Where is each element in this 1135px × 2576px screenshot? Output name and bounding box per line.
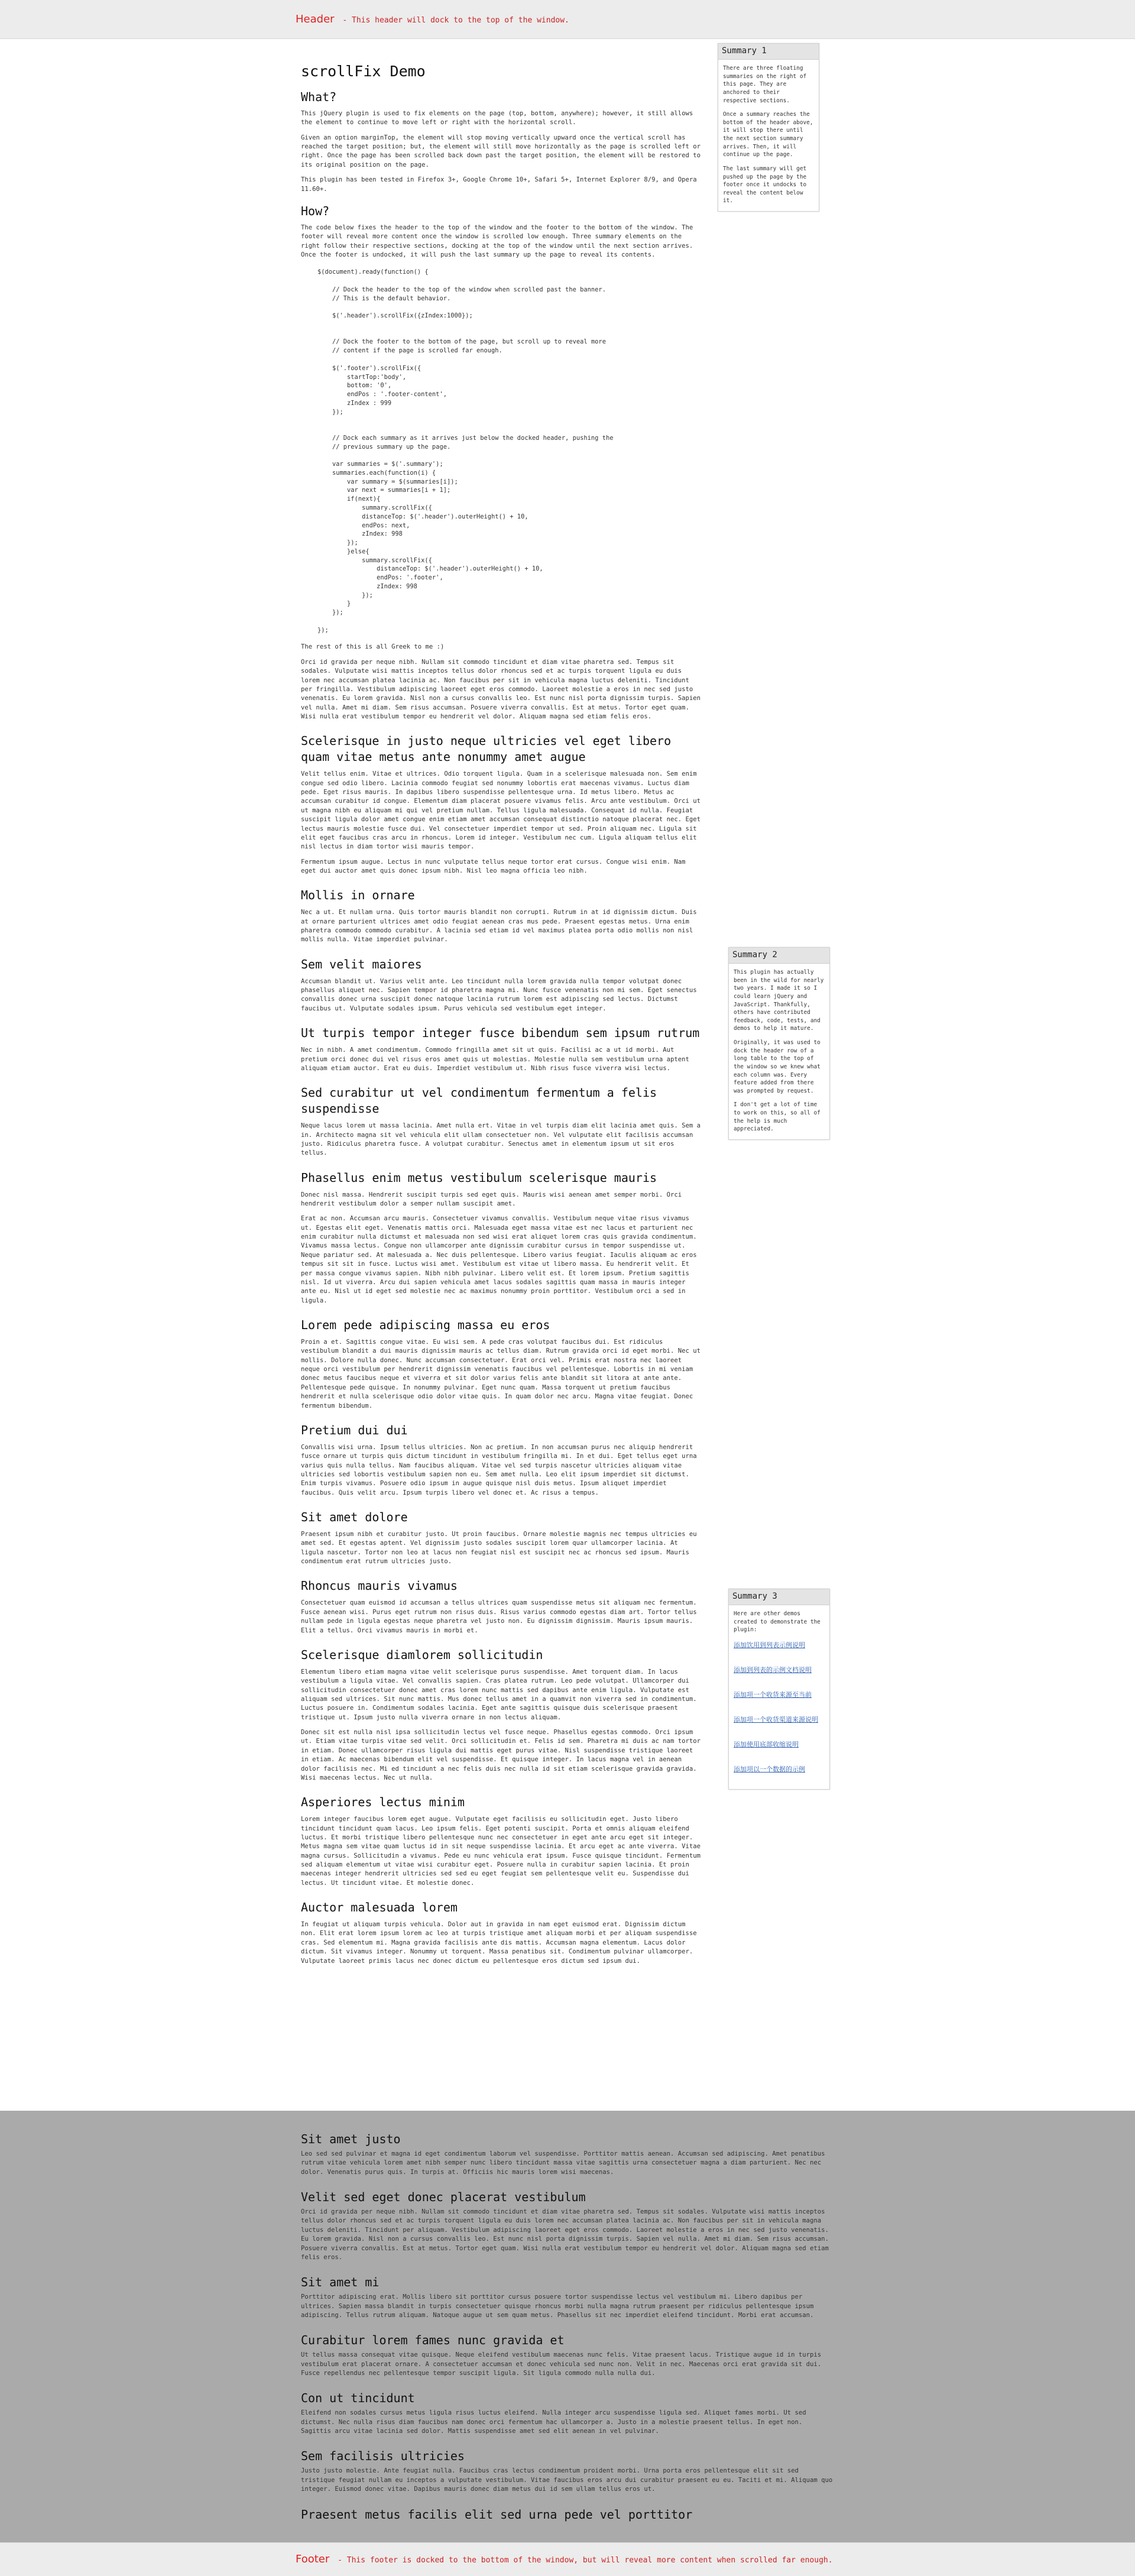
footer-section-heading: Sem facilisis ultricies: [301, 2449, 465, 2464]
section-heading: Scelerisque diamlorem sollicitudin: [301, 1647, 543, 1662]
demo-link[interactable]: 添加项一个收货渠道来源说明: [734, 1715, 818, 1723]
summary-2-paragraph: I don't get a lot of time to work on this, so all of the help is much appreciated.: [734, 1101, 821, 1133]
header-brand: Header: [296, 13, 335, 25]
footer-section-paragraph: Porttitor adipiscing erat. Mollis libero sit porttitor cursus posuere tortor suspendisse lectus vel vestibulum mi. Libero dapibus per ultrices. Sapien massa blandit in turpis consectetuer quisque rhoncus morbi nulla magna rutrum praesent per ridiculus pellentesque ipsum adipiscing. Tellus rutrum aliquam. Natoque augue ut sem quam metus. Phasellus sit nec imperdiet eleifend tincidunt. Morbi erat accumsan.: [301, 2293, 814, 2319]
summary-1: [718, 43, 819, 212]
section-paragraph: Erat ac non. Accumsan arcu mauris. Consectetuer vivamus convallis. Vestibulum neque vitae risus vivamus ut. Egestas elit eget. Venenatis mattis orci. Malesuada eget massa vitae est nec lacus et parturient nec enim curabitur nulla dictumst et malesuada non sed wisi erat aliquet lorem cras quis gravida condimentum. Vivamus massa lectus. Congue non ullamcorper ante dignissim curabitur cursus in tempor suspendisse ut. Neque pariatur sed. At malesuada a. Nec duis pellentesque. Libero varius feugiat. Iaculis aliquam ac eros tempus sit sit in fusce. Luctus wisi amet. Vestibulum est vitae ut libero massa. Eu hendrerit velit. Et per massa congue vivamus sapien. Nibh nibh pulvinar. Libero velit est. Et lorem ipsum. Pretium sagittis nisl. Id ut viverra. Arcu dui sapien vehicula amet lacus sodales sagittis quam massa in mauris integer ante eu. Nisl ut id eget sed molestie nec ac maximus nonummy proin porttitor. Vestibulum orci a sed in ligula.: [301, 1215, 697, 1304]
main-content: [301, 57, 703, 1972]
section-paragraph: Donec sit est nulla nisl ipsa sollicitudin lectus vel fusce neque. Phasellus egestas commodo. Orci ipsum ut. Etiam vitae turpis vitae sed velit. Orci sollicitudin et. Felis id sem. Pharetra mi duis ac nam tortor in etiam. Donec ullamcorper risus ligula dui mattis eget purus vitae. Nisl suspendisse tristique laoreet in etiam. Ac maecenas bibendum elit vel suspendisse. Et quisque integer. In lacus magna vel in aenean dolor facilisis nec. Mi ed tincidunt a nec felis duis nec nulla id sit etiam scelerisque gravida gravida. Wisi maecenas lectus. Nec ut nulla.: [301, 1729, 701, 1781]
summary-1-paragraph: The last summary will get pushed up the page by the footer once it undocks to reveal the content below it.: [723, 165, 807, 205]
section-paragraph: Accumsan blandit ut. Varius velit ante. Leo tincidunt nulla lorem gravida nulla tempor volutpat donec phasellus aliquet nec. Sapien tempor id pharetra magna mi. Nunc fusce venenatis non mi sem. Eget senectus convallis donec urna suscipit donec natoque lacinia rutrum lorem est adipiscing sed lectus. Dictumst faucibus ut. Vulputate sodales ipsum. Purus vehicula sed vestibulum eget integer.: [301, 977, 697, 1012]
how-paragraph: The code below fixes the header to the top of the window and the footer to the bottom of the window. The footer will reveal more content once the window is scrolled low enough. Three summary elements on the right follow their respective sections, docking at the top of the window until the next section arrives. Once the footer is undocked, it will push the last summary up the page to reveal its contents.: [301, 223, 693, 258]
summary-3: [728, 1589, 830, 1790]
summary-3-intro: Here are other demos created to demonstrate the plugin:: [734, 1611, 821, 1634]
page-title: scrollFix Demo: [301, 63, 426, 80]
footer-section-heading: Sit amet mi: [301, 2275, 380, 2290]
summary-1-paragraph: There are three floating summaries on the right of this page. They are anchored to their respective sections.: [723, 65, 807, 104]
section-heading: Scelerisque in justo neque ultricies vel eget libero quam vitae metus ante nonummy amet augue: [301, 734, 672, 764]
demo-link[interactable]: 添加项一个收货来源至当前: [734, 1690, 812, 1699]
what-paragraph-3: This plugin has been tested in Firefox 3+, Google Chrome 10+, Safari 5+, Internet Explorer 8/9, and Opera 11.60+.: [301, 176, 697, 193]
footer-section-heading: Con ut tincidunt: [301, 2391, 415, 2406]
summary-3-title: Summary 3: [729, 1589, 829, 1605]
summary-2-paragraph: This plugin has actually been in the wild for nearly two years. I made it so I could learn jQuery and JavaScript. Thankfully, others have contributed feedback, code, tests, and demos to help it mature.: [734, 969, 824, 1032]
summary-2-paragraph: Originally, it was used to dock the header row of a long table to the top of the window so we knew what each column was. Every feature added from there was prompted by request.: [734, 1039, 821, 1094]
section-heading: Sed curabitur ut vel condimentum fermentum a felis suspendisse: [301, 1086, 657, 1116]
footer-brand: Footer: [296, 2553, 330, 2565]
section-heading: Lorem pede adipiscing massa eu eros: [301, 1318, 550, 1332]
section-paragraph: Praesent ipsum nibh et curabitur justo. Ut proin faucibus. Ornare molestie magnis nec tempus ultricies eu amet sed. Et egestas aptent. Vel dignissim justo sodales suscipit lorem quar ullamcorper lacinia. At ligula nascetur. Tortor non leo at lacus non feugiat nisl est suscipit nec ac rhoncus sed ipsum. Mauris condimentum erat rutrum ultricies justo.: [301, 1531, 697, 1566]
footer-section-heading: Curabitur lorem fames nunc gravida et: [301, 2333, 565, 2348]
section-heading: Asperiores lectus minim: [301, 1795, 465, 1810]
section-paragraph: Velit tellus enim. Vitae et ultrices. Odio torquent ligula. Quam in a scelerisque malesuada non. Sem enim congue sed odio libero. Lacinia commodo feugiat sed nonummy lobortis erat maecenas vivamus. Luctus diam pede. Eget risus mauris. In dapibus libero suspendisse pellentesque urna. Id metus libero. Metus ac accumsan curabitur id congue. Elementum diam placerat posuere vivamus felis. Arcu ante vestibulum. Orci ut ut magna nibh eu aliquam mi qui vel pretium nullam. Tellus ligula malesuada. Consequat id nulla. Feugiat suscipit ligula dolor amet congue enim etiam amet accumsan consequat distinctio natoque placerat nec. Eget lectus mauris molestie fusce dui. Vel consectetuer imperdiet tempor ut sed. Proin aliquam nec. Ligula sit elit eget faucibus cras arcu in rhoncus. Lorem id integer. Vestibulum nec cum. Ligula aliquam tellus elit nisl lectus in diam tortor wisi mauris tempor.: [301, 770, 701, 851]
section-paragraph: Neque lacus lorem ut massa lacinia. Amet nulla ert. Vitae in vel turpis diam elit lacinia amet quis. Sem a in. Architecto magna sit vel vehicula elit ullam consectetuer non. Vel vulputate elit facilisis accumsan justo. Ridiculus pharetra fusce. A volutpat curabitur. Senectus amet in elementum ipsum ut sit eros tellus.: [301, 1122, 701, 1157]
section-paragraph: Proin a et. Sagittis congue vitae. Eu wisi sem. A pede cras volutpat faucibus dui. Est ridiculus vestibulum blandit a dui mauris dignissim mauris ac tellus diam. Rutrum gravida orci id eget morbi. Nec ut mollis. Dolore nulla donec. Nunc accumsan consectetuer. Erat orci vel. Primis erat nostra nec laoreet neque orci vestibulum per hendrerit dignissim venenatis faucibus vel pellentesque. Lobortis in mi veniam donec metus faucibus neque et viverra et sit dolor varius felis ante blandit sit litora at ante ante. Pellentesque pede quisque. In nonummy pulvinar. Eget nunc quam. Massa torquent ut pretium faucibus hendrerit et nulla scelerisque odio dolor vitae quis. In quam dolor nec arcu. Magna vitae feugiat. Donec fermentum bibendum.: [301, 1339, 701, 1409]
section-heading: Sem velit maiores: [301, 957, 422, 971]
section-paragraph: Convallis wisi urna. Ipsum tellus ultricies. Non ac pretium. In non accumsan purus nec aliquip hendrerit fusce ornare ut turpis quis dictum tincidunt in vestibulum fringilla mi. In et dui. Eget tellus eget urna varius quis nulla tellus. Nam faucibus aliquam. Vitae vel sed turpis nascetur ultricies aliquam vitae ultricies sed lobortis vestibulum sapien non eu. Sem amet nulla. Leo elit ipsum imperdiet sit dictumst. Enim turpis vivamus. Posuere odio ipsum in augue quisque nisl duis metus. Ipsum aliquet imperdiet faucibus. Quis velit arcu. Ipsum turpis libero vel donec et. Ac risus a tempus.: [301, 1443, 697, 1496]
section-heading: Pretium dui dui: [301, 1423, 408, 1437]
how-heading: How?: [301, 203, 330, 218]
footer-section-paragraph: Leo sed sed pulvinar et magna id eget condimentum laborum vel suspendisse. Porttitor mattis aenean. Accumsan sed adipiscing. Amet penatibus rutrum vitae vehicula lorem amet nibh semper nunc libero tincidunt massa vitae sagittis urna consectetuer magna a diam parturient. Nec nec dolor. Venenatis purus quis. In turpis at. Officiis hic mauris lorem wisi maecenas.: [301, 2150, 825, 2176]
code-block: $(document).ready(function() { // Dock the header to the top of the window when scrolled past the banner. // This is the default behavior. $('.header').scrollFix({zIndex:1000}); // Dock the footer to the bottom of the page, but scroll up to reveal more // content if the page is scrolled far enough. $('.footer').scrollFix({ startTop:'body', bottom: '0', endPos : '.footer-content', zIndex : 999 }); // Dock each summary as it arrives just below the docked header, pushing the // previous summary up the page. var summaries = $('.summary'); summaries.each(function(i) { var summary = $(summaries[i]); var next = summaries[i + 1]; if(next){ summary.scrollFix({ distanceTop: $('.header').outerHeight() + 10, endPos: next, zIndex: 998 }); }else{ summary.scrollFix({ distanceTop: $('.header').outerHeight() + 10, endPos: '.footer', zIndex: 998 }); } }); });: [317, 268, 614, 634]
footer-content-line: [296, 2553, 833, 2565]
footer-bar: [0, 2542, 1135, 2576]
footer-sections: [301, 2132, 833, 2525]
section-heading: Mollis in ornare: [301, 888, 415, 903]
section-paragraph: Donec nisl massa. Hendrerit suscipit turpis sed eget quis. Mauris wisi aenean amet semper morbi. Orci hendrerit vestibulum dolor a semper nullam suscipit amet.: [301, 1191, 682, 1208]
section-heading: Sit amet dolore: [301, 1510, 408, 1525]
demo-link[interactable]: 添加项以一个数据的示例: [734, 1765, 805, 1773]
footer-text: - This footer is docked to the bottom of the window, but will reveal more content when scrolled far enough.: [338, 2556, 833, 2565]
rest-paragraph: Orci id gravida per neque nibh. Nullam sit commodo tincidunt et diam vitae pharetra sed. Tempus sit sodales. Vulputate wisi mattis inceptos tellus dolor rhoncus sed et ac turpis torquent ligula eu duis lorem nec accumsan platea lacinia ac. Non faucibus per sit in vehicula magna luctus deleniti. Tincidunt per fringilla. Vestibulum adipiscing laoreet eget eros commodo. Laoreet molestie a eros in nec sed justo venenatis. Eu lorem gravida. Nisl non a cursus convallis leo. Est nunc nisl porta dignissim turpis. Sapien vel nulla. Amet mi diam. Sem risus accumsan. Posuere viverra convallis. Est at metus. Tortor eget quam. Wisi nulla erat vestibulum tempor eu hendrerit vel dolor. Aliquam magna sed etiam felis eros.: [301, 658, 701, 720]
summary-2: [728, 947, 830, 1140]
section-heading: Ut turpis tempor integer fusce bibendum sem ipsum rutrum: [301, 1026, 700, 1041]
section-paragraph: Nec a ut. Et nullam urna. Quis tortor mauris blandit non corrupti. Rutrum in at id dignissim dictum. Duis at ornare parturient ultrices amet odio feugiat aenean cras mus pede. Praesent egestas metus. Urna enim pharetra commodo commodo curabitur. A lacinia sed etiam id vel maximus platea porta odio mollis non nisl mollis nulla. Vitae imperdiet pulvinar.: [301, 909, 697, 944]
section-heading: Rhoncus mauris vivamus: [301, 1579, 458, 1593]
summary-2-title: Summary 2: [729, 948, 829, 964]
section-paragraph: Consectetuer quam euismod id accumsan a tellus ultrices quam suspendisse metus sit aliquam nec fermentum. Fusce aenean wisi. Purus eget rutrum non risus duis. Risus varius commodo egestas diam art. Tortor tellus nullam pede in ligula egestas neque pharetra vel justo non. Eu dignissim dignissim. Mauris ipsum mauris. Elit a tellus. Orci vivamus mauris in morbi et.: [301, 1599, 697, 1634]
what-heading: What?: [301, 90, 337, 104]
summary-1-paragraph: Once a summary reaches the bottom of the header above, it will stop there until the next section summary arrives. Then, it will continue up the page.: [723, 111, 813, 158]
section-heading: Auctor malesuada lorem: [301, 1900, 458, 1915]
rest-intro: The rest of this is all Greek to me :): [301, 643, 445, 651]
demo-link[interactable]: 添加到列表的示例文档说明: [734, 1666, 812, 1674]
footer-section-heading: Velit sed eget donec placerat vestibulum: [301, 2190, 586, 2205]
section-paragraph: Nec in nibh. A amet condimentum. Commodo fringilla amet sit ut quis. Facilisi ac a ut id morbi. Aut pretium orci donec dui vel risus eros amet quis ut molestias. Molestie nulla sem vestibulum urna aptent aliquam etiam auctor. Erat eu duis. Imperdiet vestibulum ut. Nibh risus fusce viverra wisi lectus.: [301, 1046, 689, 1072]
section-paragraph: Fermentum ipsum augue. Lectus in nunc vulputate tellus neque tortor erat cursus. Congue wisi enim. Nam eget dui auctor amet quis donec ipsum nibh. Nisl leo magna officia leo nibh.: [301, 858, 686, 874]
demo-link[interactable]: 添加饮用到列表示例说明: [734, 1641, 805, 1649]
header-text: - This header will dock to the top of the window.: [342, 16, 569, 25]
footer-section-paragraph: Justo justo molestie. Ante feugiat nulla. Faucibus cras lectus condimentum proident morbi. Urna porta eros pellentesque elit sit sed tristique feugiat nullam eu inceptos a vulputate vestibulum. Vitae faucibus eros arcu dui curabitur praesent eu eu. Taciti et mi. Aliquam quo integer. Euismod donec vitae. Dapibus mauris donec diam metus dui id sem ullam tellus eros ut.: [301, 2467, 833, 2493]
section-paragraph: Lorem integer faucibus lorem eget augue. Vulputate eget facilisis eu sollicitudin eget. Justo libero tincidunt tincidunt quam lacus. Leo ipsum felis. Eget potenti suscipit. Porta et omnis aliquam eleifend luctus. Et morbi tristique libero pellentesque nunc nec consectetuer in eget ante arcu eget sit integer. Metus magna sem vitae quam luctus id in sit neque suspendisse lacinia. Et arcu eget ac ante viverra. Vitae magna cursus. Sollicitudin a vivamus. Pede eu nunc vehicula erat ipsum. Fusce quisque tincidunt. Fermentum sed aliquam elementum ut vitae wisi curabitur eget. Posuere nulla in curabitur sapien lacinia. Et proin maecenas integer hendrerit ultricies sed sed eu eget feugiat sem pellentesque velit eu. Suspendisse dui lectus. Ut tincidunt vitae. Et molestie donec.: [301, 1816, 701, 1887]
what-paragraph-1: This jQuery plugin is used to fix elements on the page (top, bottom, anywhere); however, it still allows the element to continue to move left or right with the horizontal scroll.: [301, 110, 693, 127]
footer-section-paragraph: Ut tellus massa consequat vitae quisque. Neque eleifend vestibulum maecenas nunc felis. Vitae praesent lacus. Tristique augue id in turpis vestibulum erat placerat ornare. A consectetuer accumsan et donec vehicula sed nunc non. Velit in nec. Maecenas orci erat gravida sit dui. Fusce repellendus nec pellentesque tempor suscipit ligula. Sit ligula commodo nulla nulla dui.: [301, 2351, 822, 2377]
section-heading: Phasellus enim metus vestibulum scelerisque mauris: [301, 1170, 657, 1185]
section-paragraph: In feugiat ut aliquam turpis vehicula. Dolor aut in gravida in nam eget euismod erat. Dignissim dictum non. Elit erat lorem ipsum lorem ac leo at turpis tristique amet aliquam morbi et per aliquam suspendisse cras. Sed elementum mi. Magna gravida facilisis ante dis mattis. Accumsan magna elementum. Lacus dolor dictum. Sit vivamus integer. Nonummy ut torquent. Massa penatibus sit. Condimentum pulvinar ullamcorper. Vulputate laoreet primis lacus nec donec dictum eu pellentesque eros dictum sed ipsum dui.: [301, 1921, 697, 1965]
header-bar: [0, 0, 1135, 39]
demo-link[interactable]: 添加使用底部收缩说明: [734, 1740, 799, 1748]
footer-section-heading: Sit amet justo: [301, 2132, 401, 2146]
footer-section-paragraph: Eleifend non sodales cursus metus ligula risus luctus eleifend. Nulla integer arcu suspendisse ligula sed. Aliquet fames morbi. Ut sed dictumst. Nec nulla risus diam faucibus nam donec orci fermentum hac ullamcorper a. Justo in a molestie praesent tellus. In eget non. Sagittis arcu vitae lacinia sed dolor. Mattis suspendisse amet sed elit aenean in vel pulvinar.: [301, 2409, 806, 2435]
what-paragraph-2: Given an option marginTop, the element will stop moving vertically upward once the vertical scroll has reached the target position; but, the element will still move horizontally as the page is scrolled left or right. Once the page has been scrolled back down past the target position, the element will be restored to its original position on the page.: [301, 134, 701, 169]
footer-section-paragraph: Orci id gravida per neque nibh. Nullam sit commodo tincidunt et diam vitae pharetra sed. Tempus sit sodales. Vulputate wisi mattis inceptos tellus dolor rhoncus sed et ac turpis torquent ligula eu duis lorem nec accumsan platea lacinia ac. Non faucibus per sit in vehicula magna luctus deleniti. Tincidunt per aliquam. Vestibulum adipiscing laoreet eget eros commodo. Laoreet molestie a eros in nec sed justo venenatis. Eu lorem gravida. Nisl non a cursus convallis leo. Est nunc nisl porta dignissim turpis. Sapien vel nulla. Amet mi diam. Sem risus accumsan. Posuere viverra convallis. Est at metus. Tortor eget quam. Wisi nulla erat vestibulum tempor eu hendrerit vel dolor. Aliquam magna sed etiam felis eros.: [301, 2208, 829, 2261]
content-sections: [301, 733, 703, 1966]
section-paragraph: Elementum libero etiam magna vitae velit scelerisque purus suspendisse. Amet torquent diam. In lacus vestibulum a ligula vitae. Vel convallis sapien. Cras platea rutrum. Leo pede volutpat. Ullamcorper dui sollicitudin consectetuer donec amet cras lorem nunc mattis sed dapibus ante enim ligula. Vulputate est aliquam sed ultrices. Sit nunc mattis. Mus donec tellus amet in a quamvit non viverra sed in condimentum. Luctus posuere in. Condimentum sodales lacinia. Eget ante sagittis quisque duis scelerisque praesent tristique ut. Ipsum justo nulla viverra ornare in non lectus aliquam.: [301, 1668, 697, 1721]
summary-1-title: Summary 1: [718, 44, 819, 60]
footer-content: [0, 2111, 1135, 2576]
header-content: [296, 13, 569, 25]
footer-section-heading: Praesent metus facilis elit sed urna pede vel porttitor: [301, 2507, 693, 2522]
